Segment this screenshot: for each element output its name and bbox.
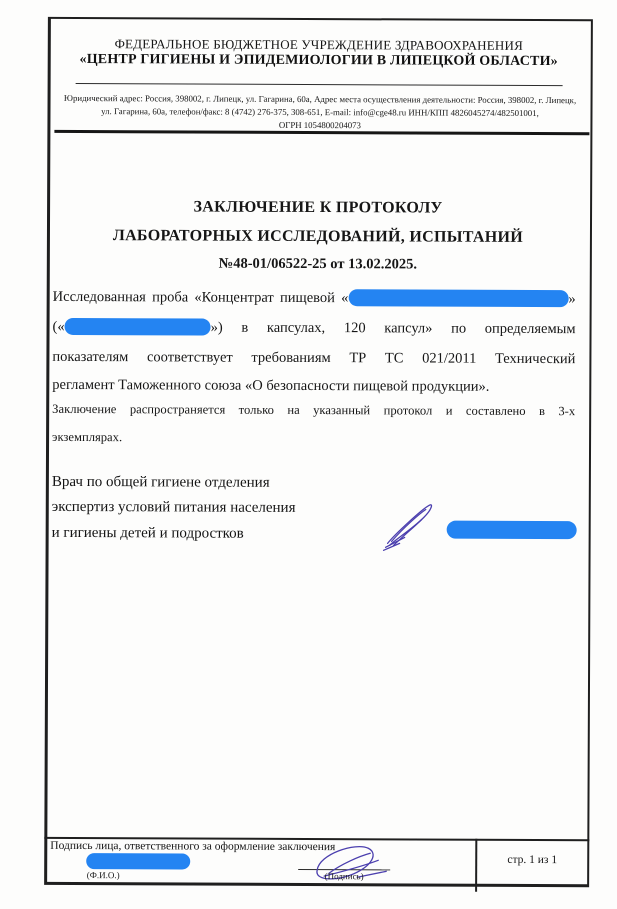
body-line1-close-quote: » xyxy=(568,291,576,308)
signer-position-block xyxy=(52,470,382,547)
podpis-caption: (Подпись) xyxy=(324,871,364,882)
body-line-2 xyxy=(53,317,576,339)
document-title-number: №48-01/06522-25 от 13.02.2025. xyxy=(218,255,418,273)
note-line-2: экземплярах. xyxy=(52,429,123,445)
body-line2-open: (« xyxy=(52,318,65,335)
handwritten-signature-icon xyxy=(381,499,441,552)
address-line2: ул. Гагарина, 60а, телефон/факс: 8 (4742) 276-375, 308-651, E-mail: info@cge48.ru ИНН/КПП 4826045274/482501001, xyxy=(101,106,539,119)
document-title-line2: ЛАБОРАТОРНЫХ ИССЛЕДОВАНИЙ, ИСПЫТАНИЙ xyxy=(112,227,524,246)
signer-position-line1: Врач по общей гигиене отделения xyxy=(51,473,270,491)
redaction-bar-product-name xyxy=(348,289,568,307)
page-number-label: стр. 1 из 1 xyxy=(507,853,558,867)
signer-position-line2: экспертиз условий питания населения xyxy=(51,499,296,517)
address-line1: Юридический адрес: Россия, 398002, г. Липецк, ул. Гагарина, 60а, Адрес места осуществления деятельности: Россия, 398002, г. Липецк, xyxy=(63,92,577,106)
redaction-bar-footer-name xyxy=(86,853,190,869)
body-line2-text: ») в капсулах, 120 капсул» по определяемым xyxy=(210,319,576,338)
redaction-bar-signer-name xyxy=(447,521,577,540)
address-line3: ОГРН 1054800204073 xyxy=(278,119,361,131)
document-border-frame xyxy=(44,17,593,887)
body-line-1 xyxy=(53,287,576,309)
document-title-line1: ЗАКЛЮЧЕНИЕ К ПРОТОКОЛУ xyxy=(193,198,443,217)
fio-caption: (Ф.И.О.) xyxy=(86,870,120,881)
signer-position-line3: и гигиены детей и подростков xyxy=(51,524,244,542)
footer-responsible-label: Подпись лица, ответственного за оформление заключения xyxy=(50,839,336,854)
org-name-line2: «ЦЕНТР ГИГИЕНЫ И ЭПИДЕМИОЛОГИИ В ЛИПЕЦКОЙ ОБЛАСТИ» xyxy=(79,51,558,70)
body-line1-text: Исследованная проба «Концентрат пищевой « xyxy=(52,288,349,307)
body-line-4: регламент Таможенного союза «О безопасности пищевой продукции». xyxy=(52,376,490,395)
org-name-line1: ФЕДЕРАЛЬНОЕ БЮДЖЕТНОЕ УЧРЕЖДЕНИЕ ЗДРАВООХРАНЕНИЯ xyxy=(114,36,524,53)
body-line-3: показателям соответствует требованиям ТР ТС 021/2011 Технический xyxy=(52,348,576,368)
note-line-1: Заключение распространяется только на указанный протокол и составлено в 3-х xyxy=(52,401,576,419)
redaction-bar-product-alt-name xyxy=(65,318,211,336)
